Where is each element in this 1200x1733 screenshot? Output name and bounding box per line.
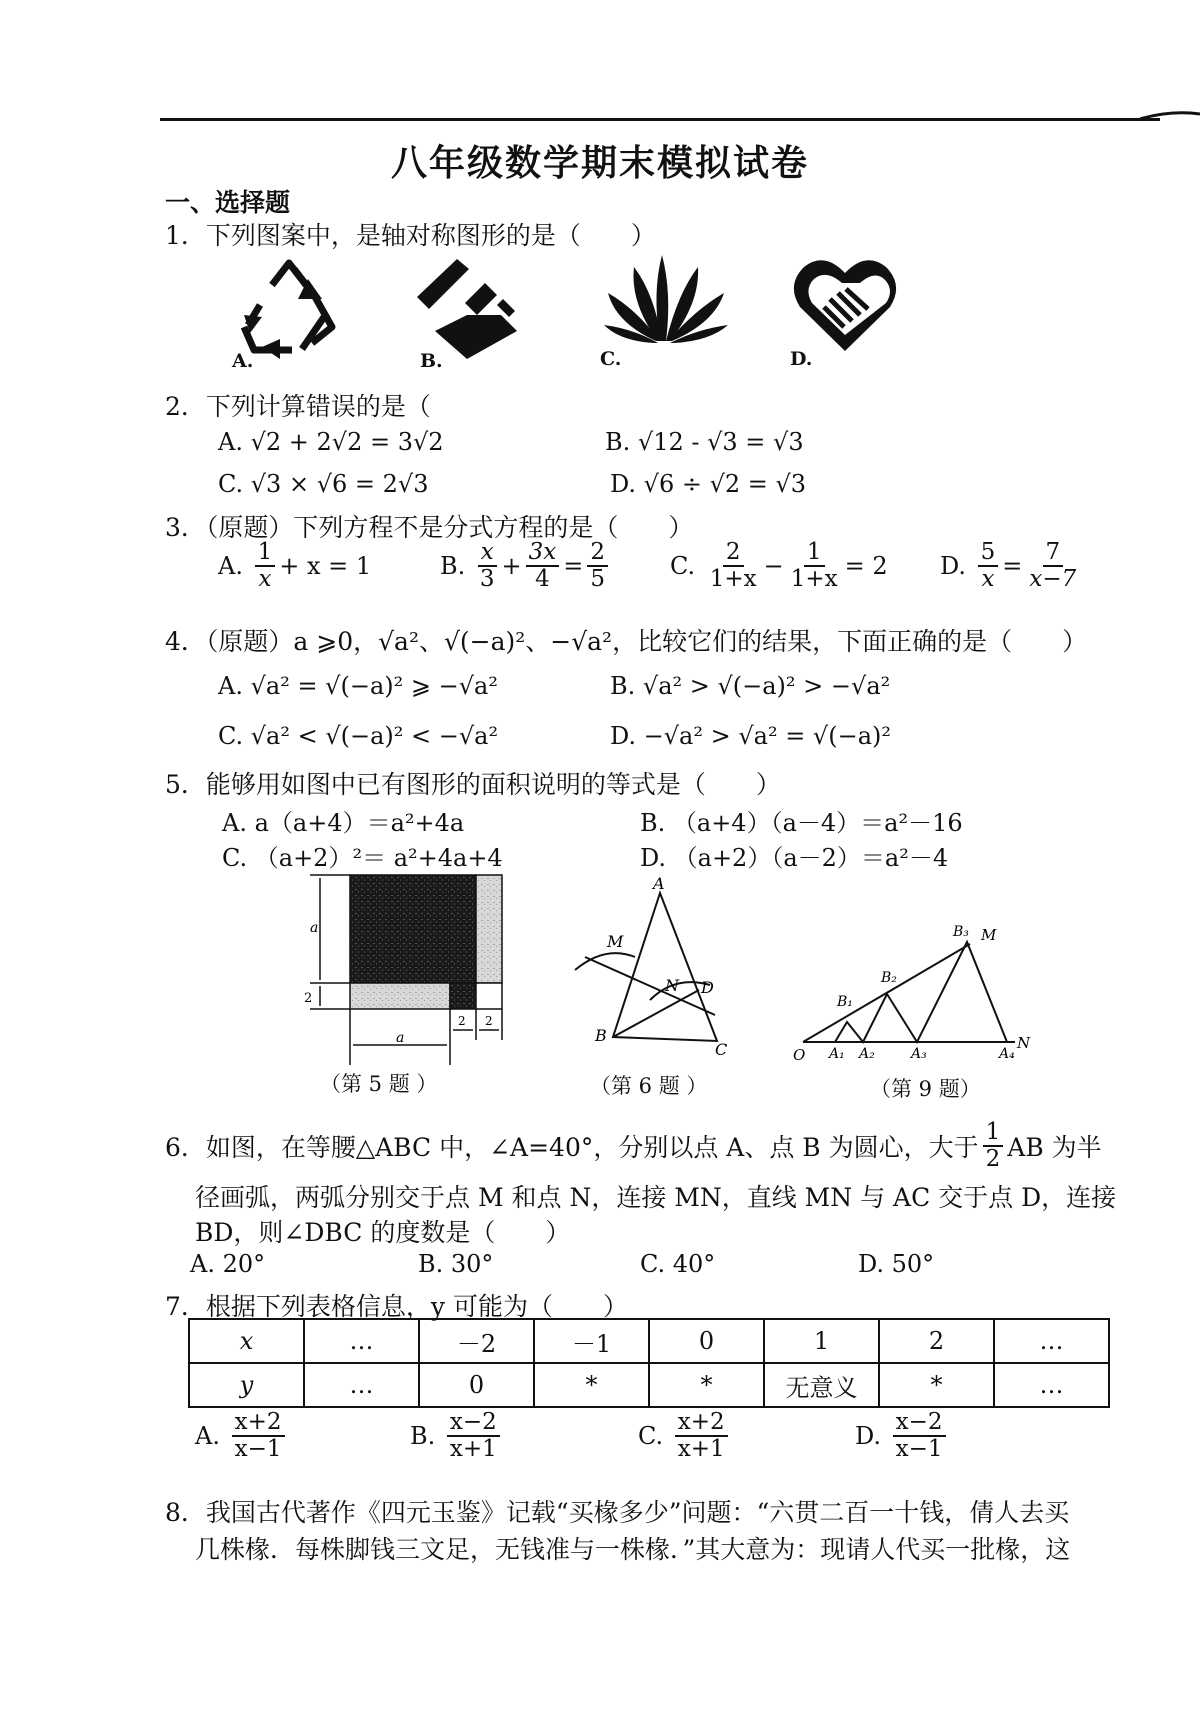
q3-b-frac1 bbox=[477, 540, 498, 593]
q3-c-frac2 bbox=[788, 540, 841, 593]
q1-label-a: A. bbox=[232, 350, 254, 372]
q7-a-den: x−1 bbox=[234, 1436, 282, 1463]
q6-option-c: C. 40° bbox=[640, 1250, 716, 1278]
section-heading: 一、选择题 bbox=[165, 188, 291, 217]
q2-option-d: D. √6 ÷ √2 = √3 bbox=[610, 470, 807, 498]
figure-6 bbox=[565, 875, 765, 1065]
q7-option-c bbox=[638, 1410, 732, 1463]
q6-line-3: BD，则∠DBC 的度数是（ ） bbox=[195, 1218, 571, 1247]
q6-line-1b: AB 为半 bbox=[1007, 1133, 1102, 1163]
q3-option-d: D. $\frac{5}{x}$ = $\frac{7}{x-7}$ bbox=[940, 540, 1083, 593]
fig9-label-a4: A₄ bbox=[999, 1046, 1015, 1062]
q6-option-d: D. 50° bbox=[858, 1250, 935, 1278]
page-title: 八年级数学期末模拟试卷 bbox=[390, 142, 809, 184]
table-cell: … bbox=[994, 1363, 1109, 1407]
q3-d-d1: x bbox=[981, 566, 995, 593]
fig6-label-b: B bbox=[595, 1026, 607, 1045]
tile-pattern-icon bbox=[415, 255, 525, 360]
q7-b-fraction bbox=[447, 1410, 500, 1463]
header-rule-curve bbox=[1140, 108, 1200, 128]
q3-option-a bbox=[218, 540, 371, 593]
figure-9-caption: （第 9 题） bbox=[870, 1077, 981, 1101]
q7-a-label: A. bbox=[195, 1422, 220, 1451]
q3-b-frac3 bbox=[587, 540, 608, 593]
q3-b-n3: 2 bbox=[587, 540, 608, 567]
q3-b-d2: 4 bbox=[535, 566, 550, 593]
fig6-label-c: C bbox=[715, 1040, 728, 1059]
fig5-label-a-side: a bbox=[310, 920, 319, 936]
q3-option-c: C. $\frac{2}{1+x}$ − $\frac{1}{1+x}$ = 2 bbox=[670, 539, 888, 593]
fig9-label-a3: A₃ bbox=[911, 1046, 927, 1062]
table-cell: * bbox=[879, 1363, 994, 1407]
fig5-right-strip bbox=[476, 875, 502, 983]
table-cell: * bbox=[534, 1363, 649, 1407]
q5-stem: 5．能够用如图中已有图形的面积说明的等式是（ ） bbox=[165, 770, 781, 799]
q3-a-rest: + x = 1 bbox=[279, 552, 372, 581]
q3-b-d3: 5 bbox=[590, 566, 606, 593]
figure-9 bbox=[785, 920, 1055, 1070]
q7-c-num: x+2 bbox=[675, 1410, 728, 1437]
table-cell: 0 bbox=[419, 1363, 534, 1407]
q4-option-d: D. −√a² > √a² = √(−a)² bbox=[610, 722, 891, 750]
q3-b-label: B. bbox=[440, 552, 466, 581]
q3-c-n1: 2 bbox=[723, 540, 744, 567]
table-cell: 0 bbox=[649, 1319, 764, 1363]
q7-b-num: x−2 bbox=[447, 1410, 500, 1437]
fig9-label-a2: A₂ bbox=[859, 1046, 875, 1062]
fig5-square-a bbox=[350, 875, 476, 983]
q7-a-fraction bbox=[232, 1410, 285, 1463]
fig5-bottom-strip bbox=[350, 983, 450, 1009]
table-cell: －2 bbox=[419, 1319, 534, 1363]
header-rule bbox=[160, 118, 1160, 121]
q4-option-a: A. √a² = √(−a)² ⩾ −√a² bbox=[218, 672, 498, 700]
q3-c-rest: = 2 bbox=[844, 552, 888, 581]
q3-d-n1: 5 bbox=[978, 540, 999, 567]
figure-5 bbox=[300, 870, 520, 1070]
table-cell: * bbox=[649, 1363, 764, 1407]
figure-5-caption: （第 5 题 ） bbox=[320, 1072, 438, 1096]
fig6-label-m: M bbox=[607, 932, 624, 951]
table-cell: y bbox=[189, 1363, 304, 1407]
q7-table bbox=[188, 1318, 1110, 1408]
q7-c-den: x+1 bbox=[677, 1436, 725, 1463]
q1-label-b: B. bbox=[420, 350, 443, 372]
q7-d-den: x−1 bbox=[895, 1436, 943, 1463]
q6-line-2: 径画弧，两弧分别交于点 M 和点 N，连接 MN，直线 MN 与 AC 交于点 D，连接 bbox=[195, 1183, 1117, 1212]
q7-d-label: D. bbox=[855, 1422, 882, 1451]
q6-line-1 bbox=[165, 1120, 1102, 1173]
table-cell: －1 bbox=[534, 1319, 649, 1363]
fig6-label-n: N bbox=[665, 976, 679, 995]
fig9-label-m: M bbox=[981, 926, 997, 944]
q7-stem: 7．根据下列表格信息，y 可能为（ ） bbox=[165, 1292, 628, 1321]
q5-option-b: B. （a+4）（a－4）＝a²－16 bbox=[640, 809, 963, 837]
q6-option-a: A. 20° bbox=[190, 1250, 266, 1278]
q3-a-num: 1 bbox=[255, 540, 276, 567]
q6-half-num: 1 bbox=[983, 1120, 1004, 1147]
fig9-label-b1: B₁ bbox=[837, 994, 853, 1010]
q3-c-d2: 1+x bbox=[790, 566, 838, 593]
figure-6-caption: （第 6 题 ） bbox=[590, 1074, 708, 1098]
q3-d-n2: 7 bbox=[1043, 540, 1064, 567]
q7-d-fraction bbox=[893, 1410, 946, 1463]
q3-stem: 3．（原题）下列方程不是分式方程的是（ ） bbox=[165, 513, 694, 542]
fig9-label-b2: B₂ bbox=[881, 970, 897, 986]
q6-option-b: B. 30° bbox=[418, 1250, 494, 1278]
q3-c-label: C. bbox=[670, 552, 696, 581]
q2-stem: 2．下列计算错误的是（ bbox=[165, 392, 431, 421]
fig6-label-a: A bbox=[653, 875, 665, 893]
recycle-icon bbox=[232, 255, 347, 360]
q1-label-c: C. bbox=[600, 348, 622, 370]
q7-b-den: x+1 bbox=[449, 1436, 497, 1463]
q2-option-b: B. √12 - √3 = √3 bbox=[605, 428, 804, 456]
fig9-label-a1: A₁ bbox=[829, 1046, 845, 1062]
q2-option-c: C. √3 × √6 = 2√3 bbox=[218, 470, 429, 498]
q4-option-c: C. √a² < √(−a)² < −√a² bbox=[218, 722, 499, 750]
q3-b-n2: 3x bbox=[526, 540, 560, 567]
q3-a-den: x bbox=[258, 566, 272, 593]
table-cell: 无意义 bbox=[764, 1363, 879, 1407]
q3-option-b: B. $\frac{x}{3}$ + $\frac{3x}{4}$ = $\frac{2}{5}$ bbox=[440, 540, 612, 593]
q3-b-n1: x bbox=[478, 540, 497, 567]
q7-row-x bbox=[189, 1319, 1109, 1363]
q5-option-a: A. a（a+4）＝a²+4a bbox=[222, 809, 465, 837]
q7-b-label: B. bbox=[410, 1422, 436, 1451]
table-cell: … bbox=[304, 1319, 419, 1363]
q7-a-num: x+2 bbox=[232, 1410, 285, 1437]
q2-option-a: A. √2 + 2√2 = 3√2 bbox=[218, 428, 444, 456]
q3-d-frac1 bbox=[978, 540, 999, 593]
q7-option-a bbox=[195, 1410, 289, 1463]
fig9-label-b3: B₃ bbox=[953, 924, 969, 940]
q3-c-d1: 1+x bbox=[709, 566, 757, 593]
q1-label-d: D. bbox=[790, 348, 813, 370]
fig9-label-n: N bbox=[1017, 1034, 1031, 1052]
flower-logo-icon bbox=[600, 253, 735, 353]
q6-half-fraction bbox=[983, 1120, 1004, 1173]
fig6-label-d: D bbox=[701, 978, 714, 997]
table-cell: 2 bbox=[879, 1319, 994, 1363]
q3-b-d1: 3 bbox=[479, 566, 495, 593]
fig5-small-square bbox=[450, 983, 476, 1009]
q7-d-num: x−2 bbox=[893, 1410, 946, 1437]
table-cell: … bbox=[304, 1363, 419, 1407]
table-cell: x bbox=[189, 1319, 304, 1363]
q6-half-den: 2 bbox=[985, 1146, 1001, 1173]
fig5-label-a-bottom: a bbox=[396, 1030, 405, 1046]
q4-stem: 4．（原题）a ⩾0，√a²、√(−a)²、−√a²，比较它们的结果，下面正确的是（ ） bbox=[165, 627, 1088, 656]
q5-option-d: D. （a+2）（a－2）＝a²－4 bbox=[640, 844, 949, 872]
q7-c-fraction bbox=[675, 1410, 728, 1463]
q3-c-n2: 1 bbox=[804, 540, 825, 567]
q3-c-frac1 bbox=[707, 540, 760, 593]
heart-handshake-icon bbox=[790, 255, 900, 355]
fig9-label-o: O bbox=[793, 1046, 806, 1064]
q3-a-fraction bbox=[255, 540, 276, 593]
q8-line-2: 几株椽．每株脚钱三文足，无钱准与一株椽．”其大意为：现请人代买一批椽，这 bbox=[195, 1535, 1071, 1564]
fig5-label-two-side: 2 bbox=[304, 991, 313, 1006]
table-cell: 1 bbox=[764, 1319, 879, 1363]
q7-row-y bbox=[189, 1363, 1109, 1407]
q1-stem: 1．下列图案中，是轴对称图形的是（ ） bbox=[165, 221, 656, 250]
q3-b-frac2 bbox=[526, 540, 560, 593]
fig5-label-two-1: 2 bbox=[458, 1014, 466, 1028]
table-cell: … bbox=[994, 1319, 1109, 1363]
q7-option-d bbox=[855, 1410, 950, 1463]
q3-d-label: D. bbox=[940, 552, 967, 581]
q3-d-d2: x−7 bbox=[1029, 566, 1077, 593]
q6-line-1a: 6．如图，在等腰△ABC 中，∠A=40°，分别以点 A、点 B 为圆心，大于 bbox=[165, 1133, 979, 1163]
q5-option-c: C. （a+2）²＝ a²+4a+4 bbox=[222, 844, 503, 872]
q8-line-1: 8．我国古代著作《四元玉鉴》记载“买椽多少”问题：“六贯二百一十钱，倩人去买 bbox=[165, 1498, 1070, 1527]
q3-a-label: A. bbox=[218, 552, 243, 581]
q7-c-label: C. bbox=[638, 1422, 664, 1451]
q4-option-b: B. √a² > √(−a)² > −√a² bbox=[610, 672, 891, 700]
fig5-label-two-2: 2 bbox=[485, 1014, 493, 1028]
q3-d-frac2 bbox=[1026, 540, 1079, 593]
q7-option-b bbox=[410, 1410, 504, 1463]
